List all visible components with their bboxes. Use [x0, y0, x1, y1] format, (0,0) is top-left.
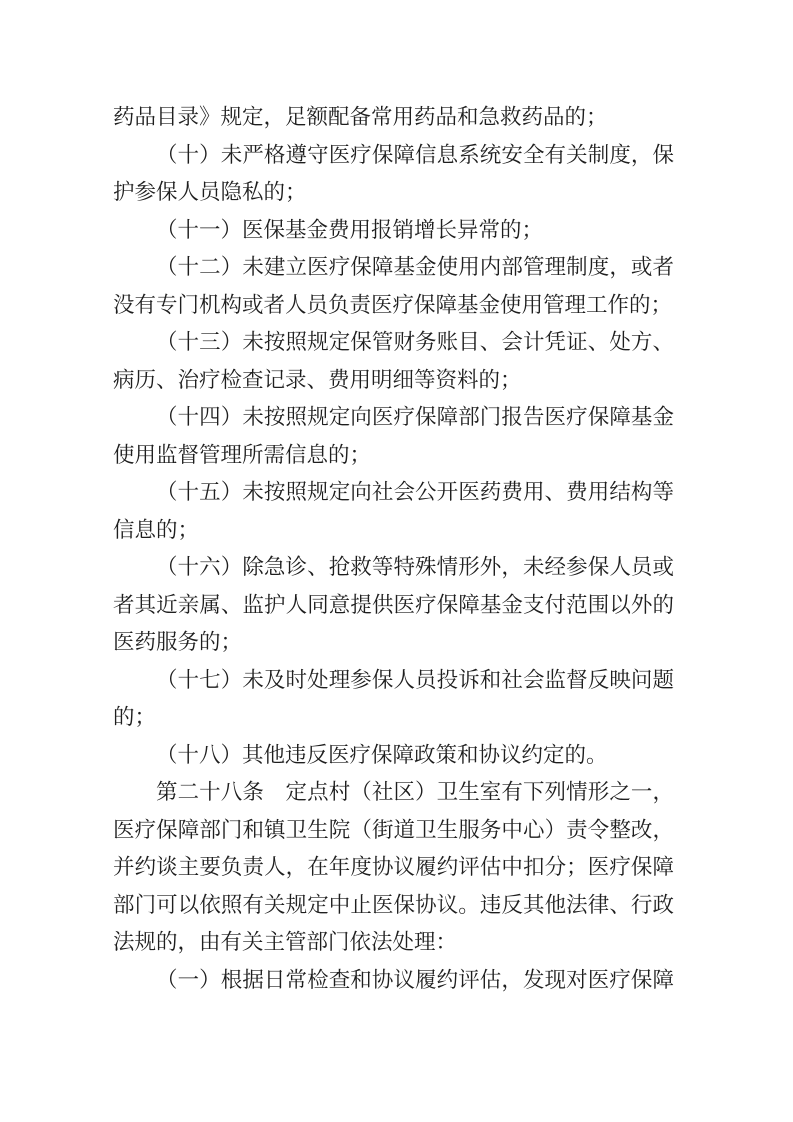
text-line: （十八）其他违反医疗保障政策和协议约定的。: [156, 742, 608, 767]
paragraph: [113, 662, 674, 737]
paragraph: [113, 474, 674, 549]
text-line: 并约谈主要负责人，在年度协议履约评估中扣分；医疗保障: [113, 855, 674, 879]
text-line: 信息的；: [113, 517, 200, 542]
text-line: 医药服务的；: [113, 630, 243, 654]
text-line: （十六）除急诊、抢救等特殊情形外，未经参保人员或: [156, 555, 674, 579]
paragraph: [113, 549, 674, 662]
paragraph: [113, 212, 674, 250]
text-line: （十五）未按照规定向社会公开医药费用、费用结构等: [156, 480, 674, 504]
text-line: 护参保人员隐私的；: [113, 180, 307, 204]
text-line: （十三）未按照规定保管财务账目、会计凭证、处方、: [156, 330, 674, 354]
text-line: 者其近亲属、监护人同意提供医疗保障基金支付范围以外的: [113, 592, 674, 617]
text-line: 的；: [113, 705, 157, 729]
text-line: 医疗保障部门和镇卫生院（街道卫生服务中心）责令整改，: [113, 817, 674, 842]
text-line: 病历、治疗检查记录、费用明细等资料的；: [113, 367, 522, 392]
paragraph: [113, 737, 674, 775]
text-line: （十二）未建立医疗保障基金使用内部管理制度，或者: [156, 255, 674, 279]
text-line: 药品目录》规定，足额配备常用药品和急救药品的；: [113, 105, 608, 129]
paragraph: [113, 249, 674, 324]
document-body: [113, 99, 674, 999]
text-line: 第二十八条 定点村（社区）卫生室有下列情形之一，: [156, 780, 674, 804]
text-line: 使用监督管理所需信息的；: [113, 442, 372, 467]
paragraph: [113, 99, 674, 137]
text-line: （一）根据日常检查和协议履约评估，发现对医疗保障: [156, 967, 674, 992]
paragraph: [113, 324, 674, 399]
text-line: （十四）未按照规定向医疗保障部门报告医疗保障基金: [156, 405, 674, 429]
text-line: （十）未严格遵守医疗保障信息系统安全有关制度，保: [156, 142, 674, 167]
text-line: 部门可以依照有关规定中止医保协议。违反其他法律、行政: [113, 892, 674, 917]
text-line: 没有专门机构或者人员负责医疗保障基金使用管理工作的；: [113, 292, 673, 317]
text-line: （十七）未及时处理参保人员投诉和社会监督反映问题: [156, 667, 674, 692]
paragraph: [113, 399, 674, 474]
text-line: （十一）医保基金费用报销增长异常的；: [156, 217, 544, 242]
paragraph: [113, 962, 674, 1000]
text-line: 法规的，由有关主管部门依法处理：: [113, 930, 458, 954]
paragraph: [113, 774, 674, 962]
paragraph: [113, 137, 674, 212]
